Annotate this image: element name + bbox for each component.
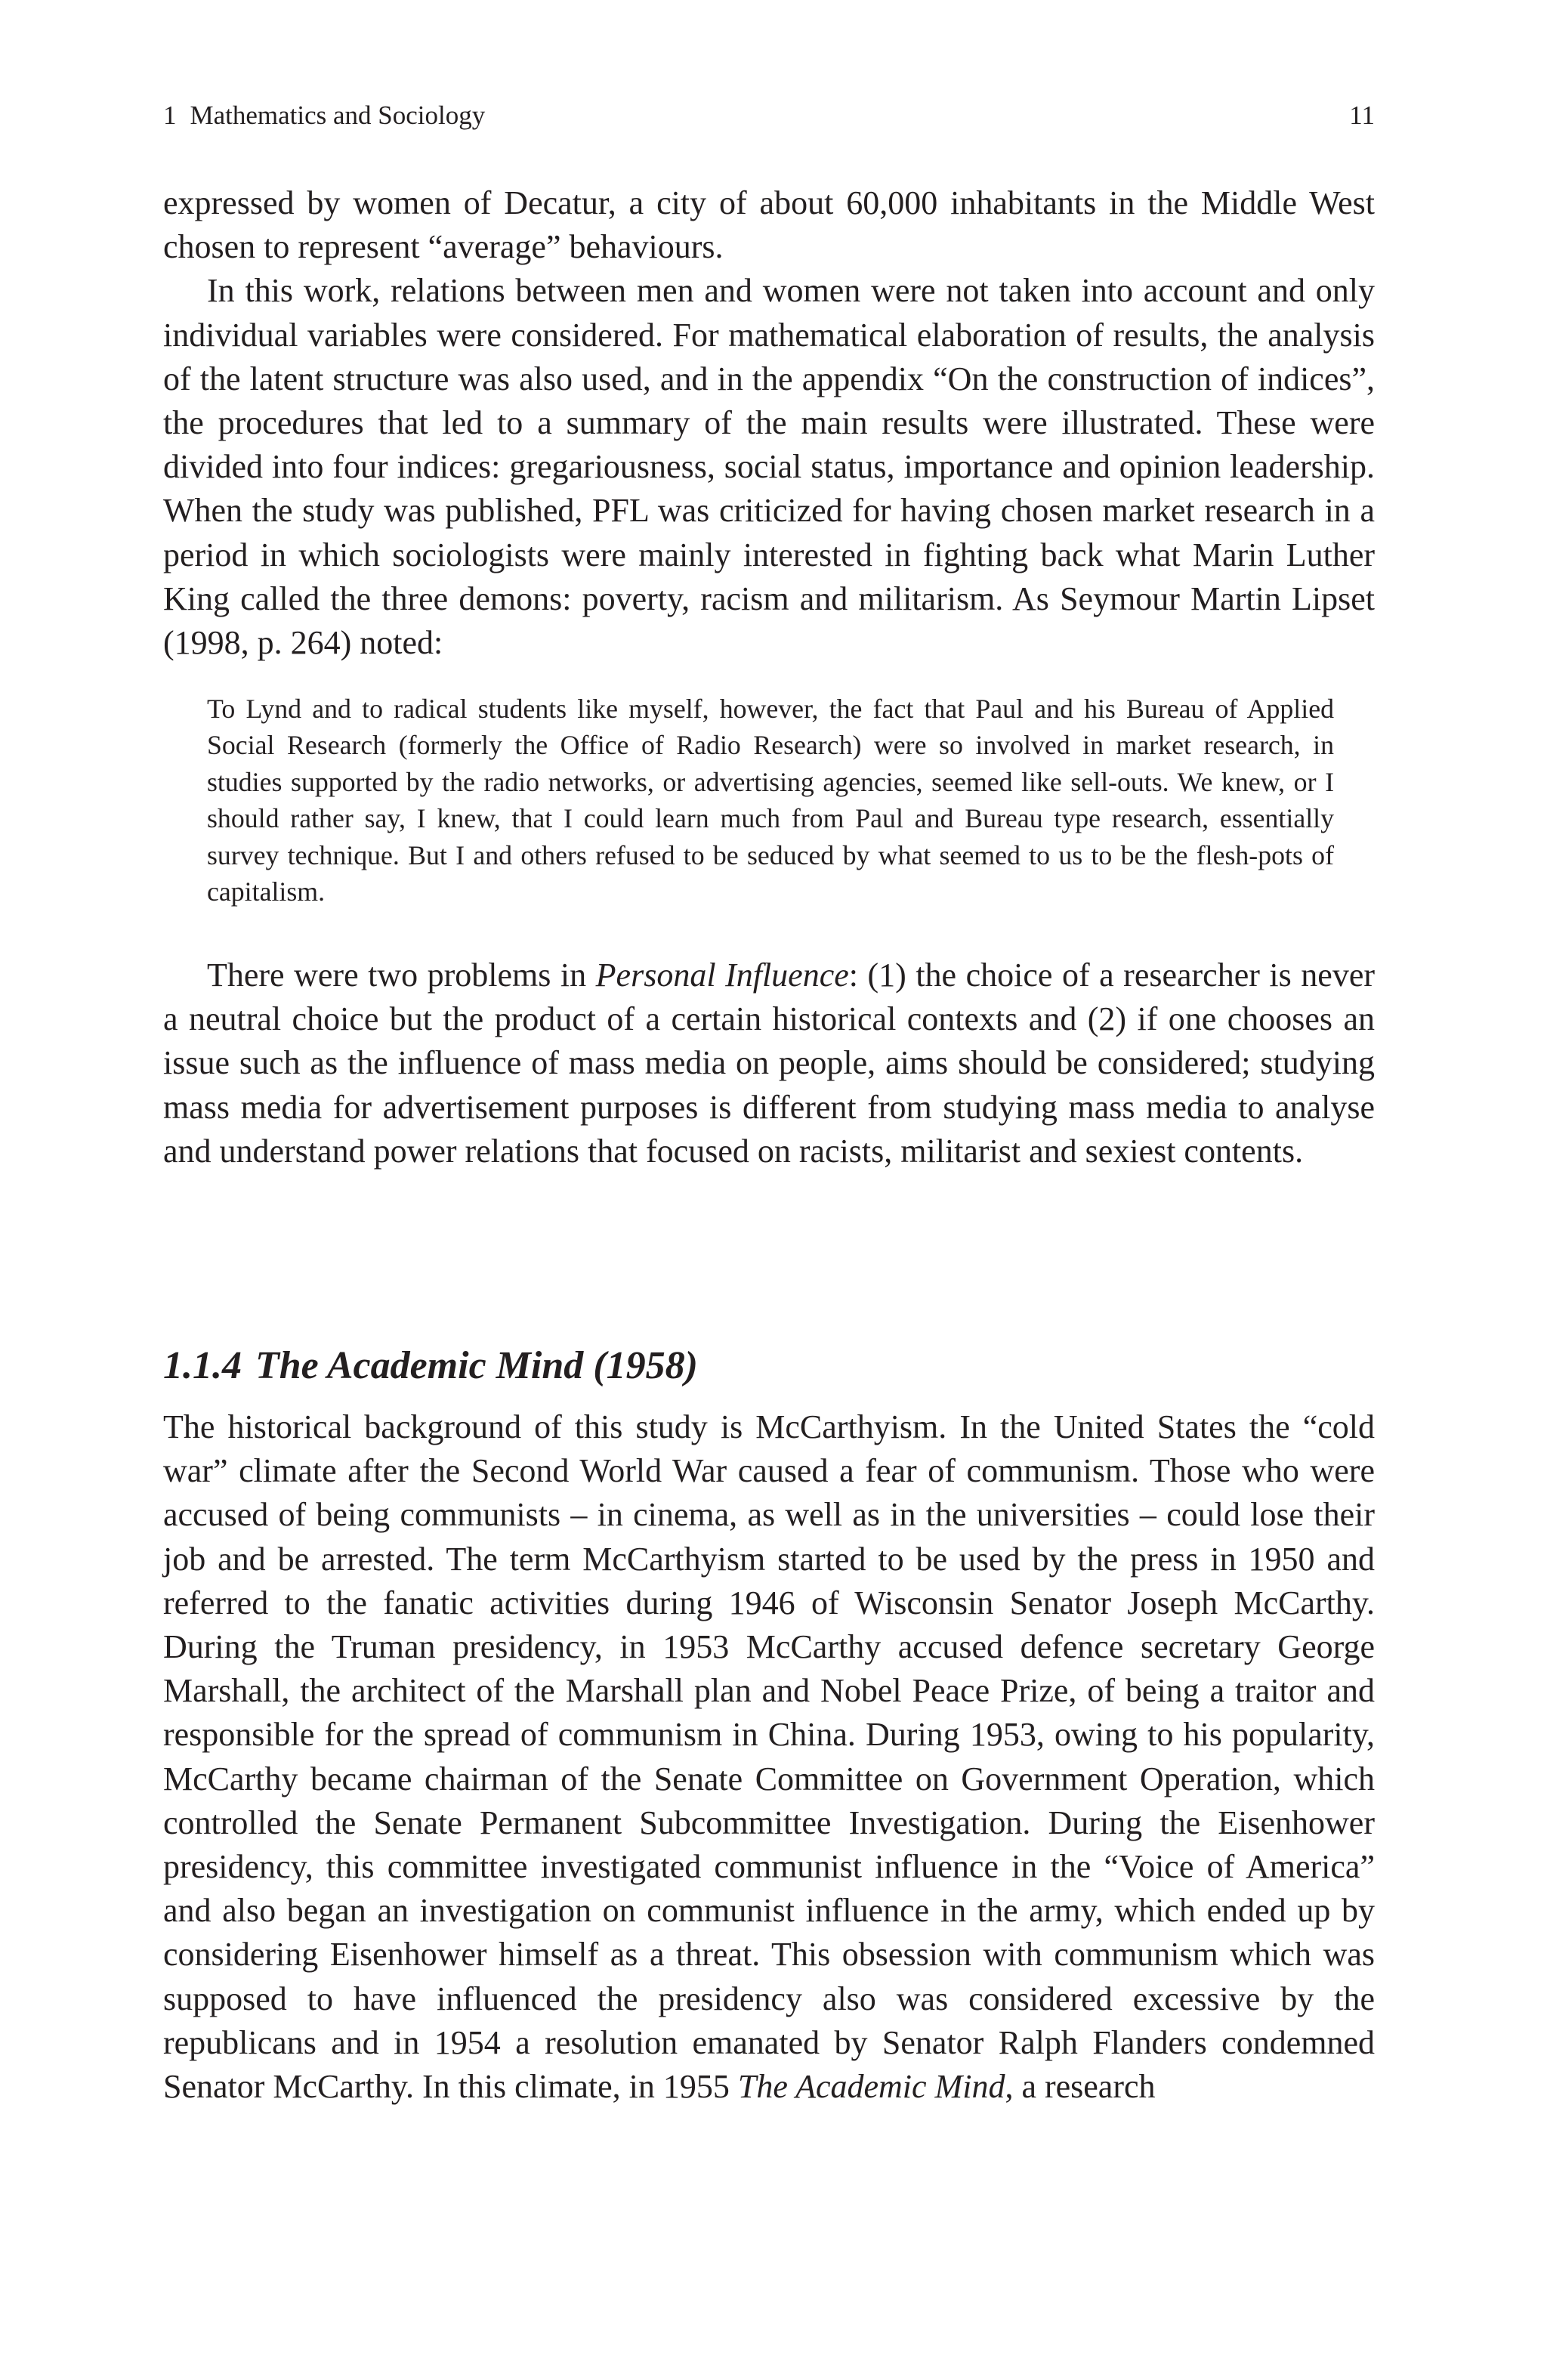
chapter-title: Mathematics and Sociology [190, 100, 486, 130]
problems-text [163, 954, 1375, 1173]
running-header [163, 97, 1375, 134]
section-title: The Academic Mind (1958) [255, 1344, 698, 1388]
paragraph-problems-lead: There were two problems in [207, 957, 596, 994]
paragraph-mccarthyism-tail: , a research [1005, 2068, 1156, 2106]
paragraph-continued: expressed by women of Decatur, a city of about 60,000 inhabitants in the Middle West chosen to represent “average” behaviours. [163, 184, 1375, 266]
paragraph-mccarthyism [163, 1405, 1375, 2109]
chapter-heading [163, 97, 485, 134]
chapter-number: 1 [163, 100, 177, 130]
paragraph-problems [163, 954, 1375, 1173]
page-number: 11 [1349, 100, 1375, 130]
book-title-academic-mind: The Academic Mind [737, 2068, 1005, 2106]
paragraph-problems-rest: : (1) the choice of a researcher is never a neutral choice but the product of a certain historical contexts and (2) if one chooses an issue such as the influence of mass media on people, aims should be considered; studying mass media for advertisement purposes is different from studying mass media to analyse and understand power relations that focused on racists, militarist and sexiest contents. [163, 957, 1375, 1170]
block-quote [207, 691, 1334, 910]
paragraph-indices: In this work, relations between men and women were not taken into account and only individual variables were considered. For mathematical elaboration of results, the analysis of the latent structure was also used, and in the appendix “On the construction of indices”, the procedures that led to a summary of the main results were illustrated. These were divided into four indices: gregariousness, social status, importance and opinion leadership. When the study was published, PFL was criticized for having chosen market research in a period in which sociologists were mainly interested in fighting back what Marin Luther King called the three demons: poverty, racism and militarism. As Seymour Martin Lipset (1998, p. 264) noted: [163, 272, 1375, 662]
section-heading [163, 1340, 1375, 1392]
lipset-quote: To Lynd and to radical students like myself, however, the fact that Paul and his Bureau of Applied Social Research (formerly the Office of Radio Research) were so involved in market research, in studies supported by the radio networks, or advertising agencies, seemed like sell-outs. We knew, or I should rather say, I knew, that I could learn much from Paul and Bureau type research, essentially survey technique. But I and others refused to be seduced by what seemed to us to be the flesh-pots of capitalism. [207, 694, 1334, 907]
book-title-personal-influence: Personal Influence [595, 957, 849, 994]
paragraph-mccarthyism-text: The historical background of this study is McCarthyism. In the United States the “cold war” climate after the Second World War caused a fear of communism. Those who were accused of being communists – in cinema, as well as in the universities – could lose their job and be arrested. The term McCarthyism started to be used by the press in 1950 and referred to the fanatic activities during 1946 of Wisconsin Senator Joseph McCarthy. During the Truman presidency, in 1953 McCarthy accused defence secretary George Marshall, the architect of the Marshall plan and Nobel Peace Prize, of being a traitor and responsible for the spread of communism in China. During 1953, owing to his popularity, McCarthy became chairman of the Senate Committee on Government Operation, which controlled the Senate Permanent Subcommittee Investigation. During the Eisenhower presidency, this committee investigated communist influence in the “Voice of America” and also began an investigation on communist influence in the army, which ended up by considering Eisenhower himself as a threat. This obsession with communism which was supposed to have influenced the presidency also was considered excessive by the republicans and in 1954 a resolution emanated by Senator Ralph Flanders condemned Senator McCarthy. In this climate, in 1955 [163, 1408, 1375, 2106]
opening-text [163, 181, 1375, 665]
section-text [163, 1405, 1375, 2109]
section-number: 1.1.4 [163, 1344, 242, 1388]
